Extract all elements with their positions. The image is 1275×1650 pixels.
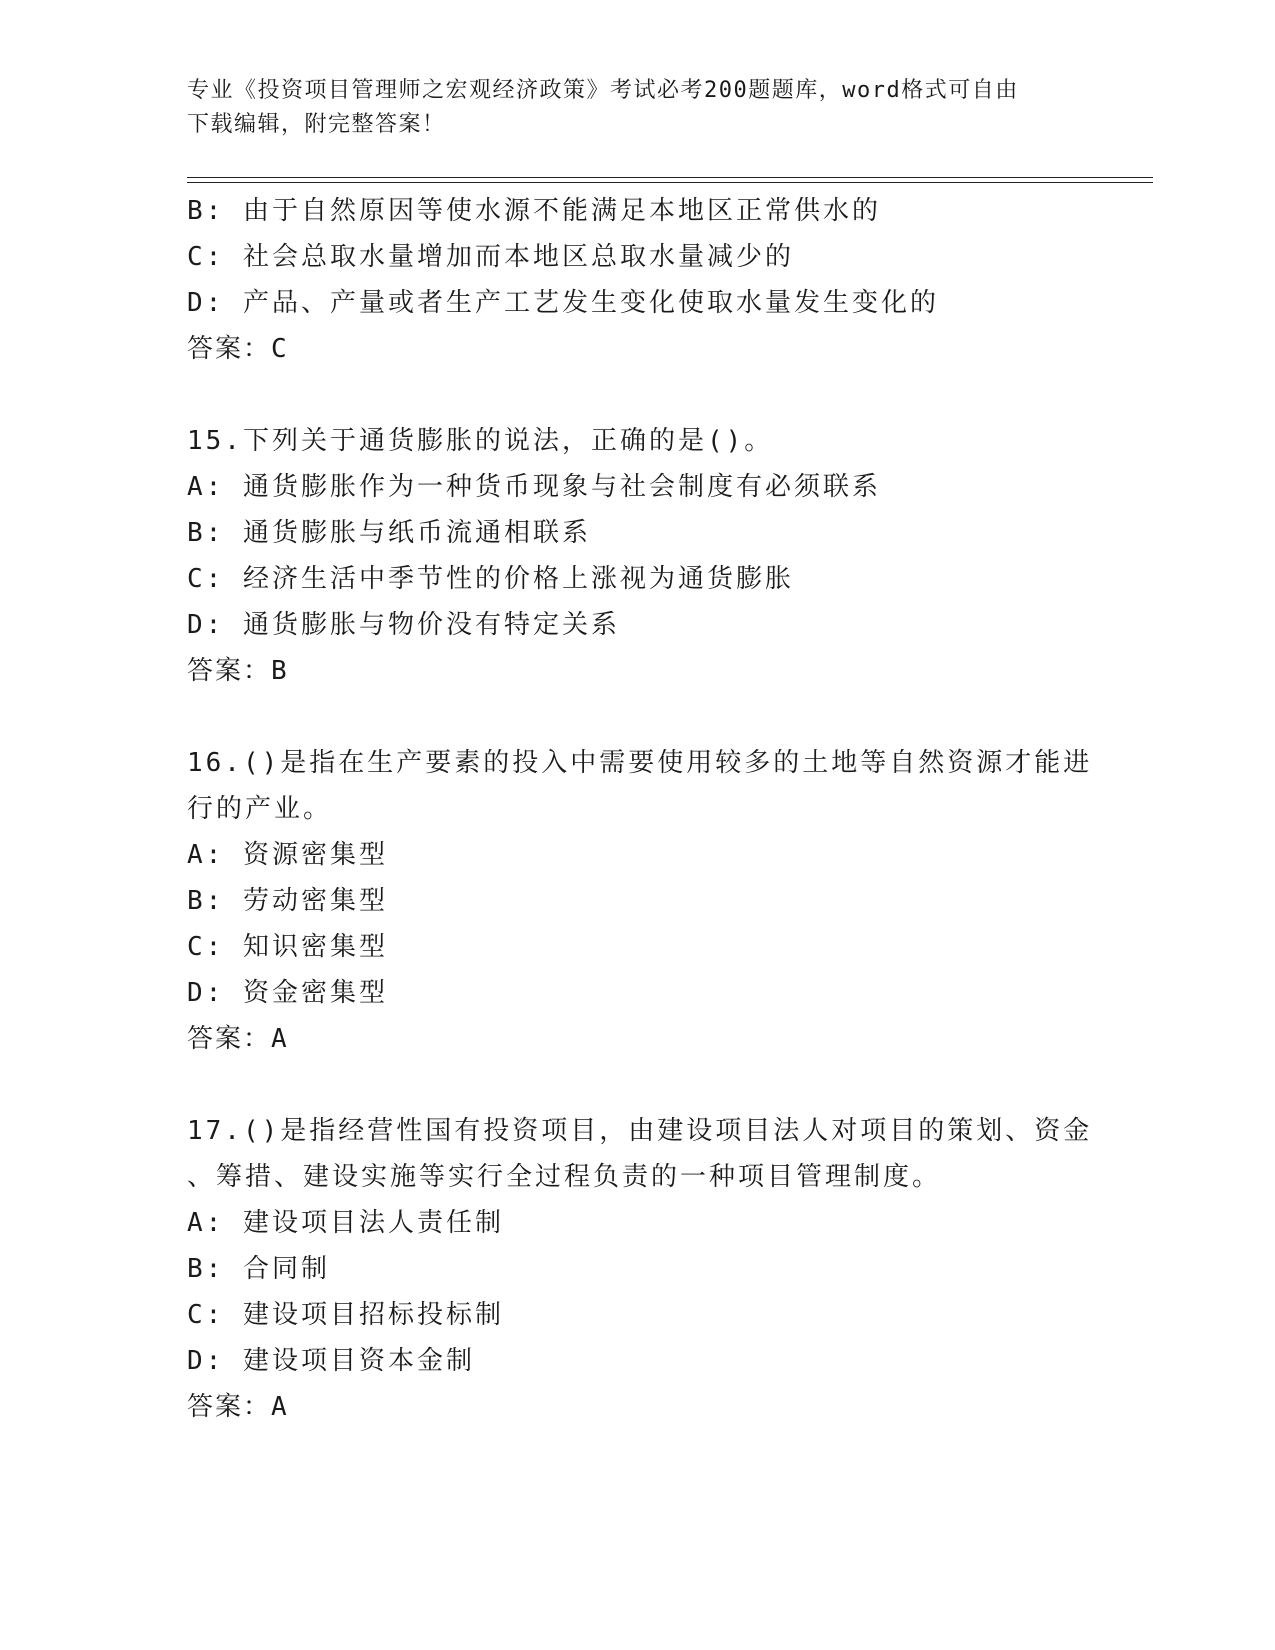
option-a: A: 通货膨胀作为一种货币现象与社会制度有必须联系 — [187, 472, 881, 502]
option-a: A: 建设项目法人责任制 — [187, 1208, 504, 1238]
option-b: B: 合同制 — [187, 1254, 330, 1284]
question-text-continued: 行的产业。 — [187, 794, 333, 824]
header-line-1: 专业《投资项目管理师之宏观经济政策》考试必考200题题库，word格式可自由 — [187, 78, 1019, 103]
option-b: B: 由于自然原因等使水源不能满足本地区正常供水的 — [187, 196, 881, 226]
answer-line: 答案：A — [187, 1024, 289, 1054]
document-body — [187, 188, 1107, 1430]
question-17 — [187, 1108, 1107, 1430]
question-15 — [187, 418, 1107, 694]
option-c: C: 社会总取水量增加而本地区总取水量减少的 — [187, 242, 794, 272]
question-16 — [187, 740, 1107, 1062]
question-text: 17.()是指经营性国有投资项目，由建设项目法人对项目的策划、资金 — [187, 1116, 1093, 1146]
option-b: B: 通货膨胀与纸币流通相联系 — [187, 518, 591, 548]
answer-line: 答案：A — [187, 1392, 289, 1422]
answer-line: 答案：C — [187, 334, 289, 364]
spacer — [187, 372, 1107, 418]
option-d: D: 建设项目资本金制 — [187, 1346, 475, 1376]
option-d: D: 资金密集型 — [187, 978, 388, 1008]
header-divider-top — [187, 177, 1153, 178]
answer-line: 答案：B — [187, 656, 289, 686]
spacer — [187, 694, 1107, 740]
option-d: D: 产品、产量或者生产工艺发生变化使取水量发生变化的 — [187, 288, 939, 318]
option-d: D: 通货膨胀与物价没有特定关系 — [187, 610, 620, 640]
question-text: 15.下列关于通货膨胀的说法，正确的是()。 — [187, 426, 774, 456]
option-a: A: 资源密集型 — [187, 840, 388, 870]
option-c: C: 经济生活中季节性的价格上涨视为通货膨胀 — [187, 564, 794, 594]
spacer — [187, 1062, 1107, 1108]
option-c: C: 建设项目招标投标制 — [187, 1300, 504, 1330]
question-text-continued: 、筹措、建设实施等实行全过程负责的一种项目管理制度。 — [187, 1162, 942, 1192]
option-b: B: 劳动密集型 — [187, 886, 388, 916]
carryover-question — [187, 188, 1107, 372]
option-c: C: 知识密集型 — [187, 932, 388, 962]
document-header — [187, 74, 1087, 142]
header-divider-bottom — [187, 182, 1153, 183]
question-text: 16.()是指在生产要素的投入中需要使用较多的土地等自然资源才能进 — [187, 748, 1093, 778]
header-line-2: 下载编辑，附完整答案！ — [187, 112, 446, 137]
